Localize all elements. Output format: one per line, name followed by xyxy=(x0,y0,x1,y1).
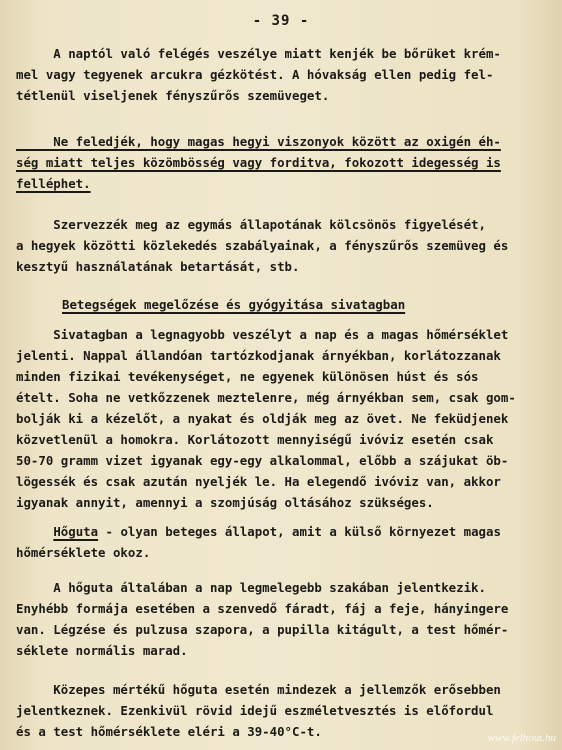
text-line: igyanak annyit, amennyi a szomjúság oltásához szükséges. xyxy=(16,495,434,510)
text-line: bolják ki a kézelőt, a nyakat és oldják meg az övet. Ne feküdjenek xyxy=(16,411,509,426)
text-line: ételt. Soha ne vetkőzzenek meztelenre, még árnyékban sem, csak gom- xyxy=(16,390,516,405)
text-line: felléphet. xyxy=(16,176,91,191)
paragraph-heatstroke-definition xyxy=(16,521,546,563)
section-heading-desert: Betegségek megelőzése és gyógyitása sivatagban xyxy=(62,297,406,312)
text-line: ség miatt teljes közömbösség vagy forditva, fokozott idegesség is xyxy=(16,155,501,170)
text-line: séklete normális marad. xyxy=(16,643,188,658)
text-line: Közepes mértékű hőguta esetén mindezek a jellemzők erősebben xyxy=(16,682,501,697)
watermark: www.felhout.hu xyxy=(487,732,556,744)
text-line: A hőguta általában a nap legmelegebb szakában jelentkezik. xyxy=(16,580,486,595)
text-line: lögessék és csak azután nyeljék le. Ha elegendő ivóviz van, akkor xyxy=(16,474,501,489)
text-line: hőmérséklete okoz. xyxy=(16,545,151,560)
paragraph-heatstroke-mild xyxy=(16,577,546,661)
text-line: tétlenül viseljenek fényszűrős szemüveget. xyxy=(16,88,330,103)
text-line: közvetlenül a homokra. Korlátozott mennyiségű ivóviz esetén csak xyxy=(16,432,494,447)
text-line: Enyhébb formája esetében a szenvedő fáradt, fáj a feje, hányingere xyxy=(16,601,509,616)
text-line: A naptól való felégés veszélye miatt kenjék be bőrüket krém- xyxy=(16,46,501,61)
text-line: minden fizikai tevékenységet, ne egyenek különösen húst és sós xyxy=(16,369,479,384)
text-line: a hegyek közötti közlekedés szabályainak, a fényszűrős szemüveg és xyxy=(16,238,509,253)
paragraph-organize xyxy=(16,214,546,277)
paragraph-altitude-warning xyxy=(16,131,546,194)
text-line: van. Légzése és pulzusa szapora, a pupilla kitágult, a test hőmér- xyxy=(16,622,509,637)
text-line: kesztyű használatának betartását, stb. xyxy=(16,259,300,274)
term-heatstroke: Hőguta xyxy=(53,524,99,539)
text-line: jelenti. Nappal állandóan tartózkodjanak árnyékban, korlátozzanak xyxy=(16,348,501,363)
text-line xyxy=(16,521,546,542)
text-line: jelentkeznek. Ezenkivül rövid idejű eszméletvesztés is előfordul xyxy=(16,703,494,718)
page-number: - 39 - xyxy=(252,13,310,29)
text-line: Sivatagban a legnagyobb veszélyt a nap és a magas hőmérséklet xyxy=(16,327,509,342)
text-line: 50-70 gramm vizet igyanak egy-egy alkalommal, előbb a szájukat öb- xyxy=(16,453,509,468)
paragraph-heatstroke-moderate xyxy=(16,679,546,742)
text-line: Ne feledjék, hogy magas hegyi viszonyok között az oxigén éh- xyxy=(16,134,501,149)
paragraph-sunburn xyxy=(16,43,546,106)
text-line: Szervezzék meg az egymás állapotának kölcsönös figyelését, xyxy=(16,217,486,232)
paragraph-desert-care xyxy=(16,324,546,513)
text-line: és a test hőmérséklete eléri a 39-40°C-t. xyxy=(16,724,322,739)
text-fragment: - olyan beteges állapot, amit a külső környezet magas xyxy=(98,524,501,539)
text-line: mel vagy tegyenek arcukra gézkötést. A hóvakság ellen pedig fel- xyxy=(16,67,494,82)
